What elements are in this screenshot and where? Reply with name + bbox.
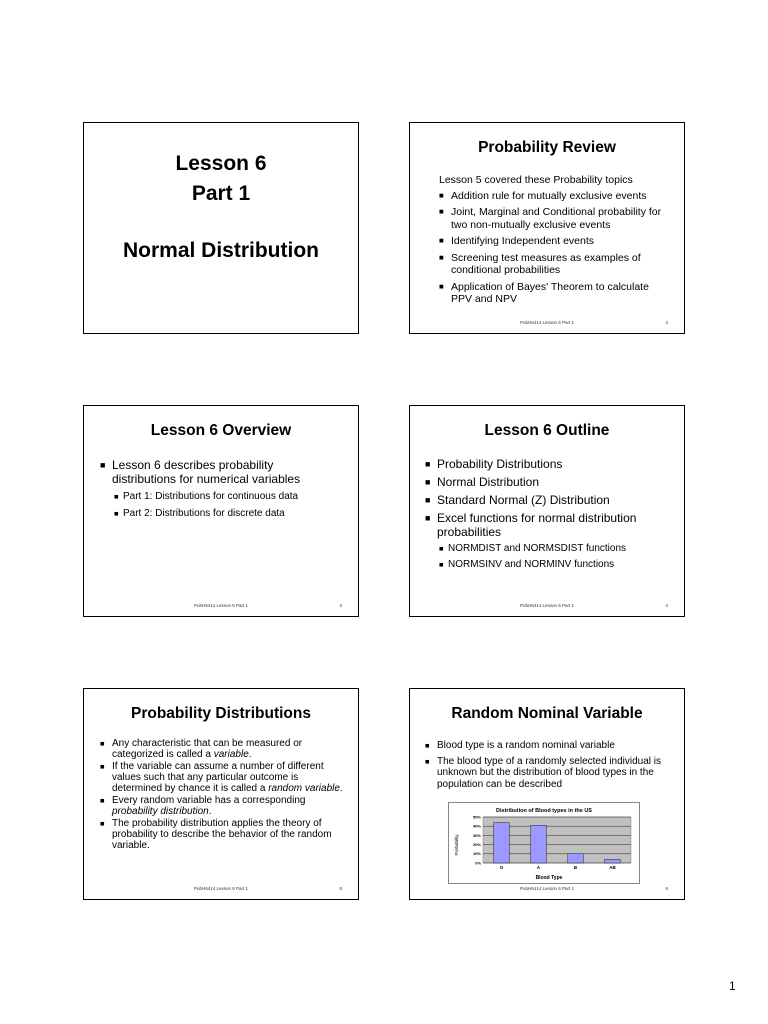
- bar: [605, 859, 621, 863]
- bullet: ■ Standard Normal (Z) Distribution: [425, 493, 662, 507]
- bullet: ■ Any characteristic that can be measured or categorized is called a variable.: [100, 738, 346, 760]
- x-tick-label: AB: [609, 865, 616, 870]
- sub-bullet: ■ Part 2: Distributions for discrete data: [114, 508, 336, 520]
- slide-title: Probability Distributions: [131, 705, 311, 722]
- blood-type-chart: [448, 802, 640, 884]
- footer-text: PubH6414 Lesson 6 Part 1: [519, 886, 575, 891]
- bullet: ■ Every random variable has a corresponding probability distribution.: [100, 795, 346, 817]
- slide-intro: Lesson 5 covered these Probability topics: [439, 174, 633, 186]
- slide-1-title-line-2: Part 1: [191, 182, 251, 205]
- bullet: ■ Joint, Marginal and Conditional probability for two non-mutually exclusive events: [439, 206, 670, 231]
- bullet: ■ Blood type is a random nominal variable: [425, 740, 670, 752]
- x-tick-label: O: [499, 865, 504, 870]
- slide-3: [83, 405, 359, 617]
- slide-footer: [410, 320, 684, 328]
- bullet: ■ The blood type of a randomly selected individual is unknown but the distribution of blood types in the population can be described: [425, 756, 670, 791]
- bullet: ■ Lesson 6 describes probability distributions for numerical variables: [100, 458, 336, 486]
- y-tick-label: 10%: [472, 851, 481, 857]
- bullet: ■ If the variable can assume a number of different values such that any particular outcome is determined by chance it is called a random variable.: [100, 761, 346, 794]
- footer-text: PubH6414 Lesson 6 Part 1: [519, 320, 575, 325]
- y-tick-label: 50%: [472, 814, 481, 820]
- y-tick-label: 0%: [475, 860, 481, 866]
- chart-y-label: Probability: [454, 834, 459, 856]
- slide-5: [83, 688, 359, 900]
- bar-chart-svg: [449, 803, 639, 883]
- slide-title: Probability Review: [478, 139, 616, 156]
- slide-footer: [410, 603, 684, 611]
- bullet: ■ Addition rule for mutually exclusive events: [439, 190, 670, 203]
- slide-footer: [84, 603, 358, 611]
- bullet: ■ Excel functions for normal distribution probabilities: [425, 511, 662, 539]
- slide-title: Lesson 6 Outline: [484, 422, 610, 439]
- slide-title: Lesson 6 Overview: [150, 422, 292, 439]
- bullet: ■ Normal Distribution: [425, 475, 662, 489]
- footer-text: PubH6414 Lesson 6 Part 1: [193, 603, 249, 608]
- sub-bullet: ■ Part 1: Distributions for continuous data: [114, 491, 336, 503]
- bullet: ■ Probability Distributions: [425, 457, 662, 471]
- bar: [494, 823, 510, 863]
- bullet: ■ Identifying Independent events: [439, 235, 670, 248]
- slide-number: 6: [665, 886, 668, 891]
- slide-number: 3: [339, 603, 342, 608]
- slide-footer: [410, 886, 684, 894]
- slide-title: Random Nominal Variable: [451, 705, 643, 722]
- chart-title: Distribution of Blood types in the US: [496, 808, 592, 814]
- footer-text: PubH6414 Lesson 6 Part 1: [193, 886, 249, 891]
- y-tick-label: 30%: [472, 832, 481, 838]
- slide-number: 4: [665, 603, 668, 608]
- slide-footer: [84, 886, 358, 894]
- slide-4: [409, 405, 685, 617]
- footer-text: PubH6414 Lesson 6 Part 1: [519, 603, 575, 608]
- bullet: ■ Application of Bayes' Theorem to calculate PPV and NPV: [439, 281, 670, 306]
- bar: [531, 825, 547, 863]
- slide-number: 2: [665, 320, 668, 325]
- slide-number: 5: [339, 886, 342, 891]
- slide-6: [409, 688, 685, 900]
- slide-1-title-line-1: Lesson 6: [175, 152, 267, 175]
- y-tick-label: 20%: [472, 842, 481, 847]
- x-tick-label: B: [573, 865, 578, 870]
- page-number: 1: [729, 979, 736, 993]
- sub-bullet: ■ NORMDIST and NORMSDIST functions: [439, 543, 662, 555]
- x-tick-label: A: [536, 865, 541, 870]
- slide-1: [83, 122, 359, 334]
- slide-1-title-line-3: Normal Distribution: [122, 239, 319, 262]
- bullet: ■ Screening test measures as examples of conditional probabilities: [439, 252, 670, 277]
- y-tick-label: 40%: [472, 823, 481, 829]
- bullet: ■ The probability distribution applies the theory of probability to describe the behavior of the random variable.: [100, 818, 346, 851]
- bar: [568, 854, 584, 863]
- chart-x-label: Blood Type: [535, 875, 563, 881]
- sub-bullet: ■ NORMSINV and NORMINV functions: [439, 559, 662, 571]
- slide-2: [409, 122, 685, 334]
